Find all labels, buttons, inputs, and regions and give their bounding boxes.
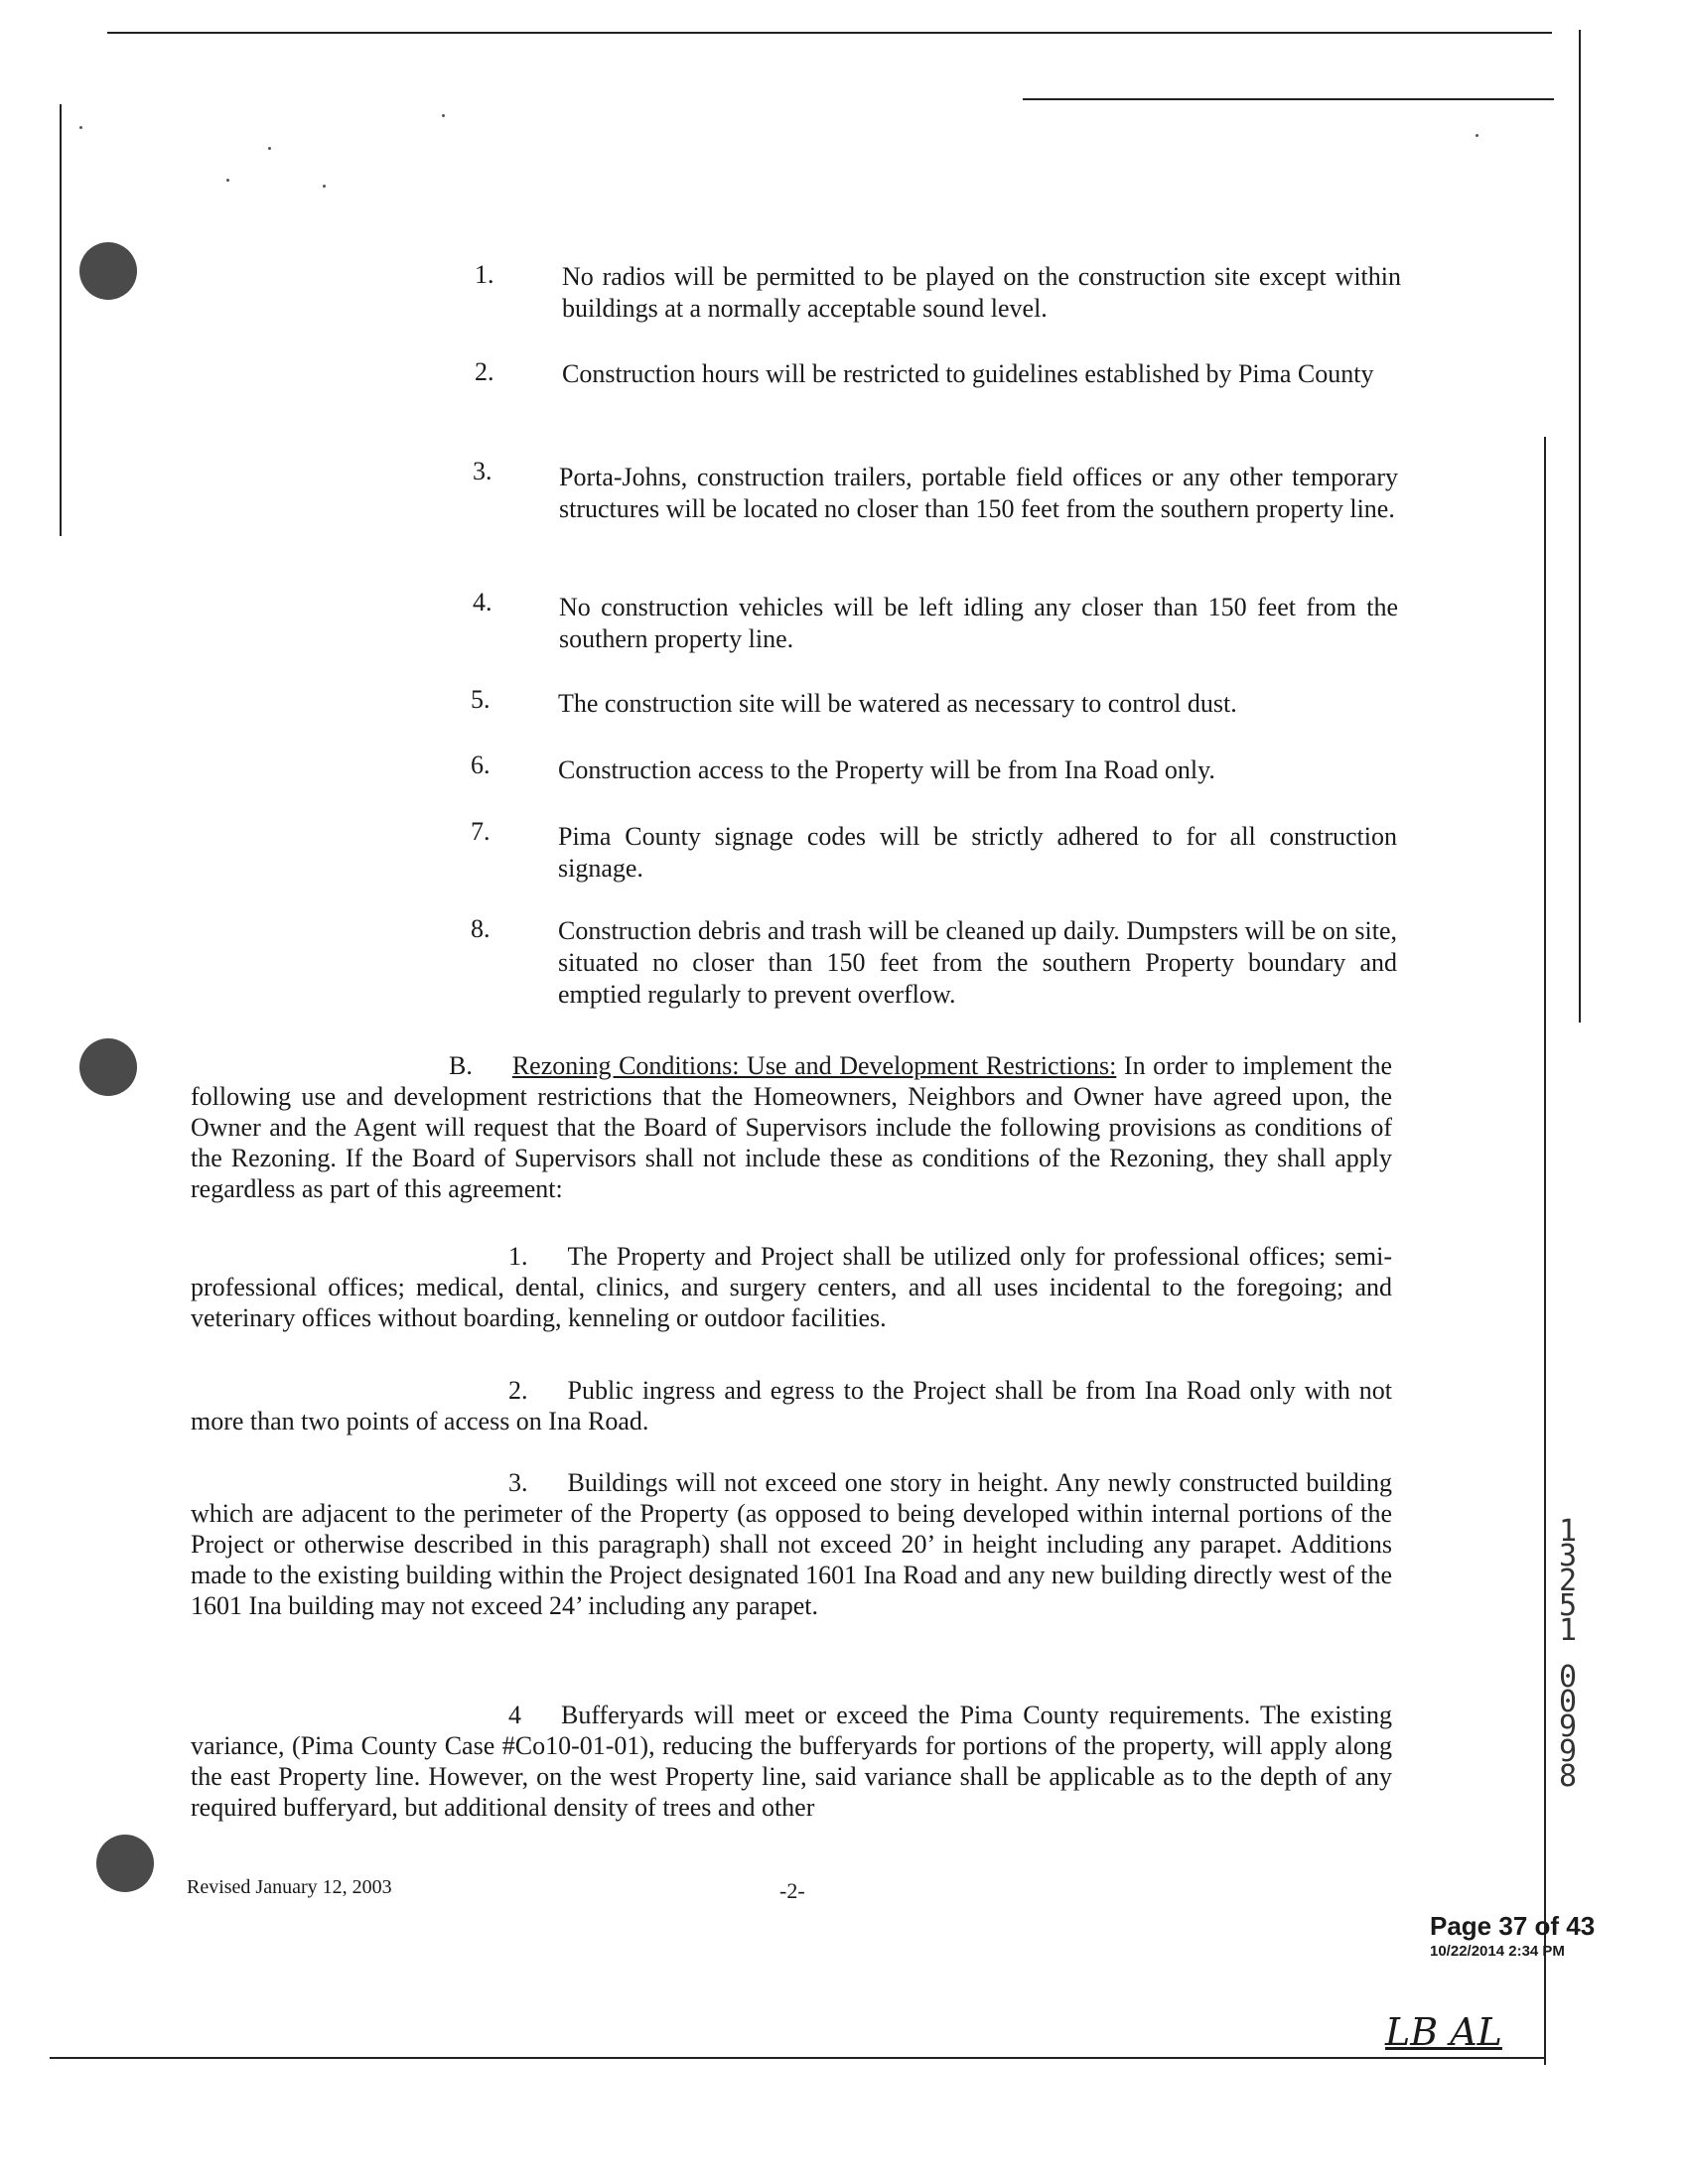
bottom-border-line <box>50 2057 1544 2059</box>
item-number: 7. <box>471 817 491 846</box>
item-number: 4. <box>473 588 492 616</box>
docket-stamp: 1 3 2 5 1 0 0 9 9 8 <box>1558 1514 1578 1794</box>
item-number: 8. <box>471 914 491 943</box>
section-heading: Rezoning Conditions: Use and Development Restrictions: <box>511 1051 1117 1080</box>
item-text: Construction hours will be restricted to guidelines established by Pima County <box>562 359 1374 388</box>
section-b-paragraph <box>191 1050 1392 1204</box>
item-number: 3. <box>473 457 492 485</box>
item-text: No radios will be permitted to be played on the construction site except within buildings at a normally acceptable sound level. <box>562 262 1401 323</box>
top-border-line <box>107 32 1552 34</box>
scan-speck <box>1476 134 1478 137</box>
sub-item-paragraph <box>191 1241 1392 1333</box>
section-letter: B. <box>449 1051 473 1080</box>
item-text: Construction access to the Property will be from Ina Road only. <box>558 755 1215 784</box>
sub-item-paragraph <box>191 1700 1392 1823</box>
sub-item-number: 3. <box>508 1468 528 1497</box>
scan-speck <box>268 147 271 150</box>
sub-item-number: 2. <box>508 1376 528 1405</box>
page-timestamp: 10/22/2014 2:34 PM <box>1430 1943 1565 1960</box>
item-number: 6. <box>471 751 491 779</box>
sub-item-paragraph <box>191 1467 1392 1621</box>
sub-item-text: Bufferyards will meet or exceed the Pima County requirements. The existing variance, (Pima County Case #Co10-01-01), reducing the bufferyards for portions of the property, will apply along the east Property line. However, on the west Property line, said variance shall be applicable as to the depth of any required bufferyard, but additional density of trees and other <box>191 1701 1392 1822</box>
item-text: Construction debris and trash will be cleaned up daily. Dumpsters will be on site, situated no closer than 150 feet from the southern Property boundary and emptied regularly to prevent overflow. <box>558 916 1397 1009</box>
sub-item-number: 1. <box>508 1242 528 1271</box>
sub-item-text: Public ingress and egress to the Project shall be from Ina Road only with not more than two points of access on Ina Road. <box>191 1376 1392 1435</box>
item-number: 5. <box>471 685 491 714</box>
page-number: -2- <box>779 1878 805 1903</box>
sub-item-text: Buildings will not exceed one story in height. Any newly constructed building which are adjacent to the perimeter of the Property (as opposed to being developed within internal portions of the Project or otherwise described in this paragraph) shall not exceed 20’ in height including any parapet. Additions made to the existing building within the Project designated 1601 Ina Road and any new building directly west of the 1601 Ina building may not exceed 24’ including any parapet. <box>191 1468 1392 1620</box>
punch-hole-top <box>79 242 137 300</box>
punch-hole-middle <box>79 1038 137 1096</box>
item-text: Pima County signage codes will be strictly adhered to for all construction signage. <box>558 822 1397 883</box>
item-text: Porta-Johns, construction trailers, portable field offices or any other temporary structures will be located no closer than 150 feet from the southern property line. <box>559 463 1398 523</box>
revised-date: Revised January 12, 2003 <box>187 1876 392 1898</box>
sub-item-text: The Property and Project shall be utilized only for professional offices; semi-professional offices; medical, dental, clinics, and surgery centers, and all uses incidental to the foregoing; and veterinary offices without boarding, kenneling or outdoor facilities. <box>191 1242 1392 1332</box>
right-lower-line <box>1544 437 1546 2065</box>
item-text: No construction vehicles will be left idling any closer than 150 feet from the southern property line. <box>559 593 1398 653</box>
section-text: In order to implement the following use and development restrictions that the Homeowners, Neighbors and Owner have agreed upon, the Owner and the Agent will request that the Board of Supervisors include the following provisions as conditions of the Rezoning. If the Board of Supervisors shall not include these as conditions of the Rezoning, they shall apply regardless as part of this agreement: <box>191 1051 1393 1203</box>
item-number: 1. <box>475 260 494 289</box>
top-short-line <box>1023 98 1554 100</box>
handwritten-initials: LB AL <box>1385 2010 1502 2054</box>
scan-speck <box>226 179 229 182</box>
left-border-line <box>60 104 62 536</box>
scan-speck <box>442 114 445 117</box>
item-number: 2. <box>475 357 494 386</box>
page-reference: Page 37 of 43 <box>1430 1911 1596 1941</box>
right-border-line <box>1579 30 1581 1023</box>
sub-item-number: 4 <box>508 1701 521 1729</box>
scan-speck <box>79 126 82 129</box>
item-text: The construction site will be watered as necessary to control dust. <box>558 689 1237 718</box>
sub-item-paragraph <box>191 1375 1392 1436</box>
scan-speck <box>323 185 326 188</box>
punch-hole-bottom <box>96 1835 154 1892</box>
